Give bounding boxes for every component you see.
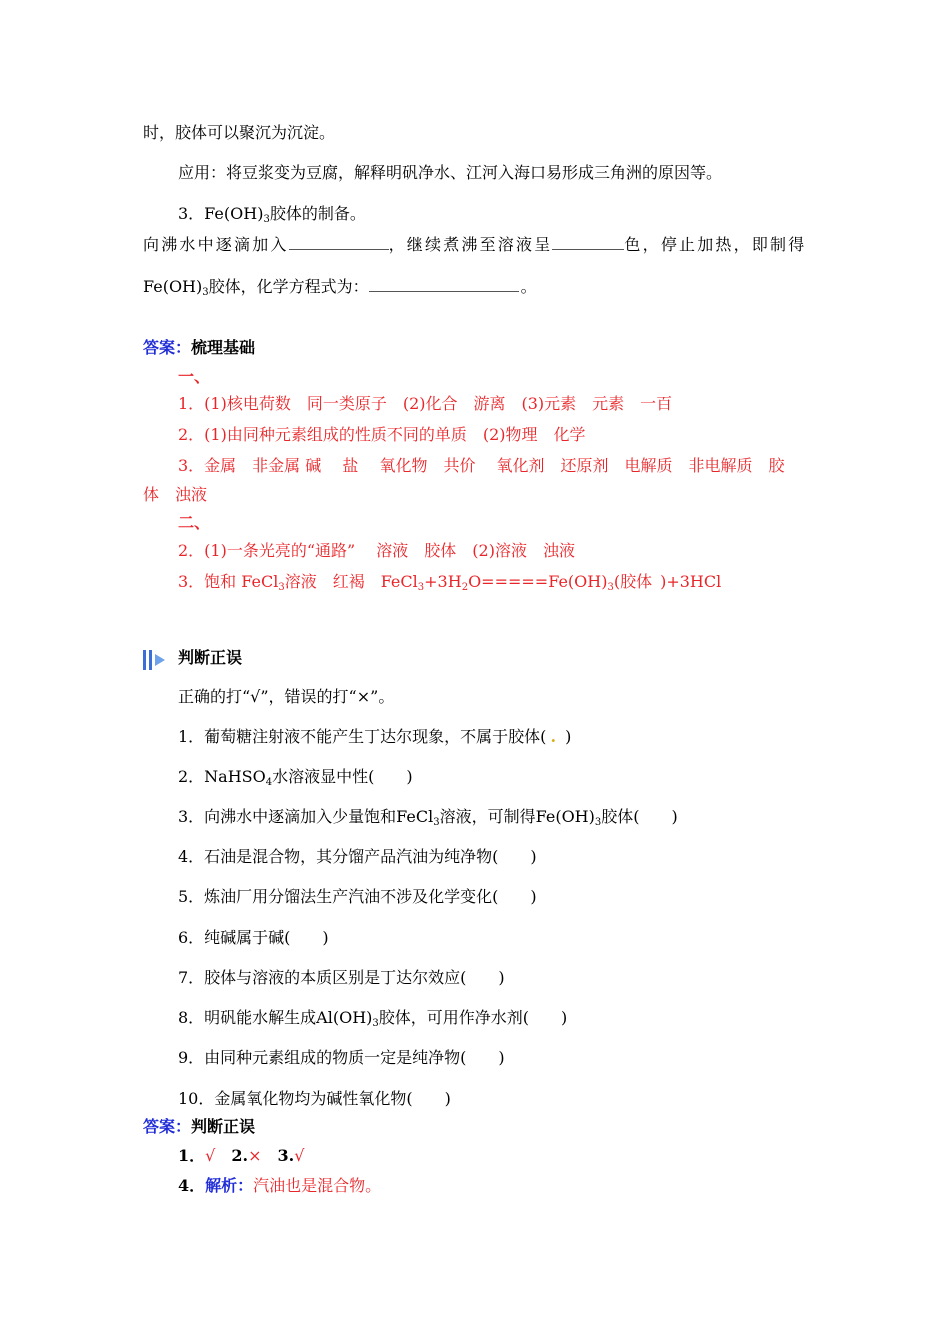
intro-line-2: 应用：将豆浆变为豆腐，解释明矾净水、江河入海口易形成三角洲的原因等。 [178,163,723,182]
intro-line-1: 时，胶体可以聚沉为沉淀。 [143,123,336,142]
section-title: 判断正误 [178,648,243,667]
question-8: 8．明矾能水解生成$Al(OH)_3$胶体，可用作净水剂( ) [178,1008,568,1029]
question-1: 1．葡萄糖注射液不能产生丁达尔现象，不属于胶体( . ) [178,727,572,746]
answer-row-2: 2．(1)由同种元素组成的性质不同的单质 (2)物理 化学 [178,425,586,444]
intro-line-4: 向沸水中逐滴加入 ，继续煮沸至溶液呈 色，停止加热，即制得 [143,235,807,254]
fill-blank-1[interactable] [289,235,389,250]
question-2: 2．NaHSO$_4$水溶液显中性( ) [178,767,413,788]
question-4: 4．石油是混合物，其分馏产品汽油为纯净物( ) [178,847,537,866]
answer-heading-1: 答案：梳理基础 [143,338,256,357]
answer-row-5: 3．饱和 FeCl$_3$溶液 红褐 $FeCl_3+3H_2O=====Fe(OH)_3$(胶体 )+3HCl [178,572,722,593]
question-10: 10．金属氧化物均为碱性氧化物( ) [178,1089,451,1108]
answer2-row-1: 1．√ 2.× 3.√ [178,1146,305,1165]
question-3: 3．向沸水中逐滴加入少量饱和FeCl$_3$溶液，可制得$Fe(OH)_3$胶体( ) [178,807,678,828]
question-9: 9．由同种元素组成的物质一定是纯净物( ) [178,1048,505,1067]
question-5: 5．炼油厂用分馏法生产汽油不涉及化学变化( ) [178,887,537,906]
fill-blank-3[interactable] [369,277,519,292]
section-instruction: 正确的打“√”，错误的打“×”。 [178,687,395,706]
question-7: 7．胶体与溶液的本质区别是丁达尔效应( ) [178,968,505,987]
section-marker-icon [143,649,171,671]
answer2-row-2: 4．解析：汽油也是混合物。 [178,1176,382,1195]
answer-row-3b: 体 浊液 [143,485,208,504]
answer-row-4: 2．(1)一条光亮的“通路” 溶液 胶体 (2)溶液 浊液 [178,541,575,560]
intro-line-5: $Fe(OH)_3$胶体，化学方程式为： 。 [143,277,537,298]
answer-heading-2: 答案：判断正误 [143,1117,256,1136]
answer-row-3a: 3．金属 非金属 碱 盐 氧化物 共价 氧化剂 还原剂 电解质 非电解质 胶 [178,456,785,475]
answer-one-label: 一、 [178,367,211,386]
intro-line-3: 3．$Fe(OH)_3$胶体的制备。 [178,204,366,225]
fill-blank-2[interactable] [552,235,624,250]
answer-two-label: 二、 [178,513,211,532]
answer-row-1: 1．(1)核电荷数 同一类原子 (2)化合 游离 (3)元素 元素 一百 [178,394,673,413]
question-6: 6．纯碱属于碱( ) [178,928,329,947]
